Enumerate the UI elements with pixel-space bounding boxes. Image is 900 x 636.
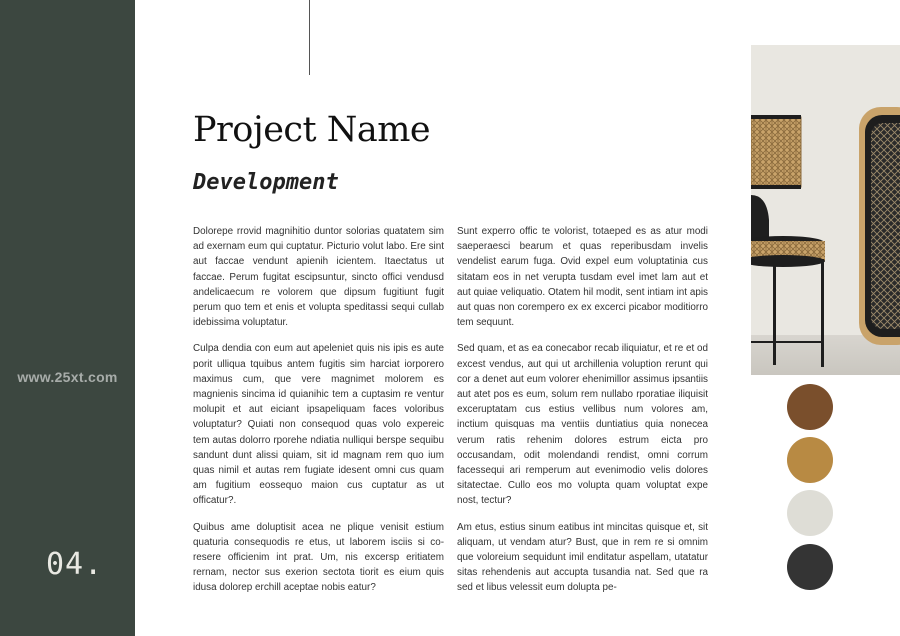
sidebar [0, 0, 135, 636]
page-number: 04. [46, 547, 104, 582]
interior-photo [751, 45, 900, 375]
paragraph: Sed quam, et as ea conecabor recab iliquiatur, et re et od excest vendus, aut qui ut archillenia voluption rerunt qui cor a denet aut eum volorer ehenimillor assimus ipsantiis aut atet pos es eum, solum rem nullabo rporatiae iliquisit exceruptatam cus estius vellibus num volores am, inctium quisquas ma ventiis duntiatius quia nonecea verum ratis rehenim dolores estrum eicta pro occusandam, odit molendandi rendist, omni corrum facessequi ari remperum aut evenimodio velis dolores sitatectae. Cullo eos mo volupta quam voluptat expe nost, tectur? [457, 343, 708, 507]
page-subtitle: Development [193, 170, 339, 195]
paragraph: Quibus ame doluptisit acea ne plique venisit estium quaturia consequodis re etus, ut laborem isciis si coresere officienim int prat. Um, nis excersp eritiatem rernam, nector sus exerion sectota tiorit es eium quis idusa dolorep erchill aceptae nobis eatur? [193, 521, 444, 594]
color-swatch-cream [787, 490, 833, 536]
paragraph: Am etus, estius sinum eatibus int mincitas quisque et, sit aliquam, ut vendam atur? Bust, que in rem re si omnim que voloreium sequidunt imil enditatur aspellam, utatatur sitas rehendenis aut accupta tusandia nat. Sed que ra sed et libus velessit eum dolupta pe- [457, 521, 708, 594]
paragraph: Sunt experro offic te volorist, totaeped es as atur modi saeperaesci bearum et quas reperibusdam invelis vendelist earum fuga. Ovid expel eum voluptatinia cus sitatam eos in net verupta tusdam evel imet lam aut et aut quiae veliquatio. Otatem hil modit, sent intiam int apis aut quas non corempero ex ex excerci picabor moditiorro tem sequunt. [457, 226, 708, 329]
watermark: www.25xt.com [17, 369, 118, 385]
text-column-left [193, 224, 444, 607]
color-swatch-charcoal [787, 544, 833, 590]
header-divider-line [309, 0, 310, 75]
paragraph: Culpa dendia con eum aut apeleniet quis nis ipis es aute porit ulliqua tquibus antem fugitis sim harciat iorporero maximus cum, que vere magnimet molorem es magnienis sincima id quianihic tem a cuptasim re ventur molupit et aut eiciant ipsapeliquam faces voloribus voluptatur? Quiati non consequod quas volo expereic tem autas dolorro rporehe ndiatia nulliqui berspe sequibu sandunt dunt alissi quiam, sit id magnam rem quo ium quas nimil et autas rem fugiate idesent omni cus quam am fugitium eossequo maion cus cuptatur as ut officatur?. [193, 343, 444, 507]
color-swatch-brown [787, 384, 833, 430]
rattan-furniture-illustration [751, 45, 900, 375]
paragraph: Dolorepe rrovid magnihitio duntor solorias quatatem sim ad exernam eum qui cuptatur. Picturio volut labo. Ere sint aut faccae vendunt apienih icientem. Itaectatus ut faccae. Perum fugitat escipsuntur, sincto offici vendusd andelicaecum re volorem que dipsum fugitiunt fugit perum quo tem et enis et volupta speditassi sequi cullab idebissima voluptatur. [193, 226, 444, 329]
color-swatch-tan [787, 437, 833, 483]
text-column-right [457, 224, 708, 607]
page-title: Project Name [193, 110, 431, 150]
